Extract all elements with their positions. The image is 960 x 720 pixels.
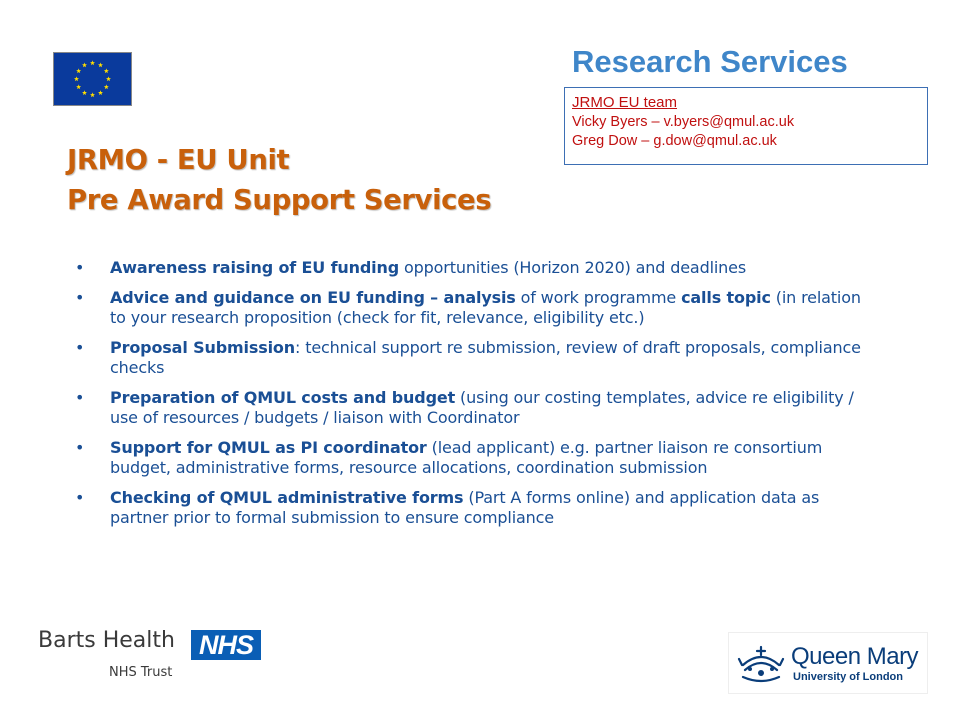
eu-star-icon	[76, 84, 81, 89]
barts-health-name: Barts Health	[38, 628, 175, 653]
nhs-logo: NHS	[191, 630, 261, 660]
jrmo-team-box	[564, 87, 928, 165]
eu-star-icon	[82, 63, 87, 68]
bullet-bold: Support for QMUL as PI coordinator	[110, 437, 427, 457]
bullet-text: (Part A forms online) and application data as partner prior to formal submission to ensure compliance	[110, 487, 820, 527]
bullet-bold: calls topic	[681, 287, 771, 307]
bullet-text: (using our costing templates, advice re eligibility / use of resources / budgets / liaison with Coordinator	[110, 387, 854, 427]
research-services-heading: Research Services	[572, 44, 848, 79]
bullet-bold: Preparation of QMUL costs and budget	[110, 387, 456, 407]
eu-star-icon	[106, 76, 111, 81]
bullet-icon: •	[75, 437, 85, 457]
team-box-title[interactable]: JRMO EU team	[572, 94, 678, 111]
bullet-icon: •	[75, 287, 85, 307]
eu-stars	[54, 53, 131, 105]
contact-greg[interactable]: Greg Dow – g.dow@qmul.ac.uk	[572, 133, 777, 149]
eu-star-icon	[98, 90, 103, 95]
eu-star-icon	[98, 63, 103, 68]
bullet-text: (lead applicant) e.g. partner liaison re consortium budget, administrative forms, resource allocations, coordination submission	[110, 437, 823, 477]
queen-mary-logo	[728, 632, 928, 694]
list-item	[75, 488, 875, 529]
qm-subtitle: University of London	[793, 671, 903, 683]
bullet-icon: •	[75, 487, 85, 507]
list-item	[75, 288, 875, 329]
bullet-icon: •	[75, 258, 85, 277]
crown-crest-icon	[735, 639, 787, 687]
eu-star-icon	[82, 90, 87, 95]
bullet-text: of work programme	[515, 287, 682, 307]
eu-flag-icon	[53, 52, 132, 106]
title-line-1: JRMO - EU Unit	[67, 144, 290, 176]
list-item	[75, 388, 875, 429]
bullet-icon: •	[75, 387, 85, 407]
bullet-text: opportunities (Horizon 2020) and deadlines	[399, 258, 747, 277]
bullet-bold: Advice and guidance on EU funding – analysis	[110, 287, 516, 307]
eu-star-icon	[104, 84, 109, 89]
eu-star-icon	[104, 68, 109, 73]
list-item	[75, 438, 875, 479]
bullet-bold: Awareness raising of EU funding	[110, 258, 400, 277]
eu-star-icon	[76, 68, 81, 73]
bullet-bold: Proposal Submission	[110, 337, 296, 357]
bullet-text: : technical support re submission, review of draft proposals, compliance checks	[110, 337, 861, 377]
eu-star-icon	[74, 76, 79, 81]
bullet-icon: •	[75, 337, 85, 357]
list-item	[75, 258, 875, 279]
list-item	[75, 338, 875, 379]
services-list	[75, 258, 875, 538]
bullet-text: (in relation to your research proposition (check for fit, relevance, eligibility etc.)	[110, 287, 861, 327]
barts-health-logo	[38, 628, 268, 684]
title-line-2: Pre Award Support Services	[67, 184, 492, 216]
eu-star-icon	[90, 92, 95, 97]
page-title	[67, 140, 491, 220]
eu-star-icon	[90, 60, 95, 65]
qm-name: Queen Mary	[791, 643, 919, 670]
contact-vicky[interactable]: Vicky Byers – v.byers@qmul.ac.uk	[572, 114, 795, 130]
nhs-trust-label: NHS Trust	[109, 665, 173, 680]
bullet-bold: Checking of QMUL administrative forms	[110, 487, 464, 507]
